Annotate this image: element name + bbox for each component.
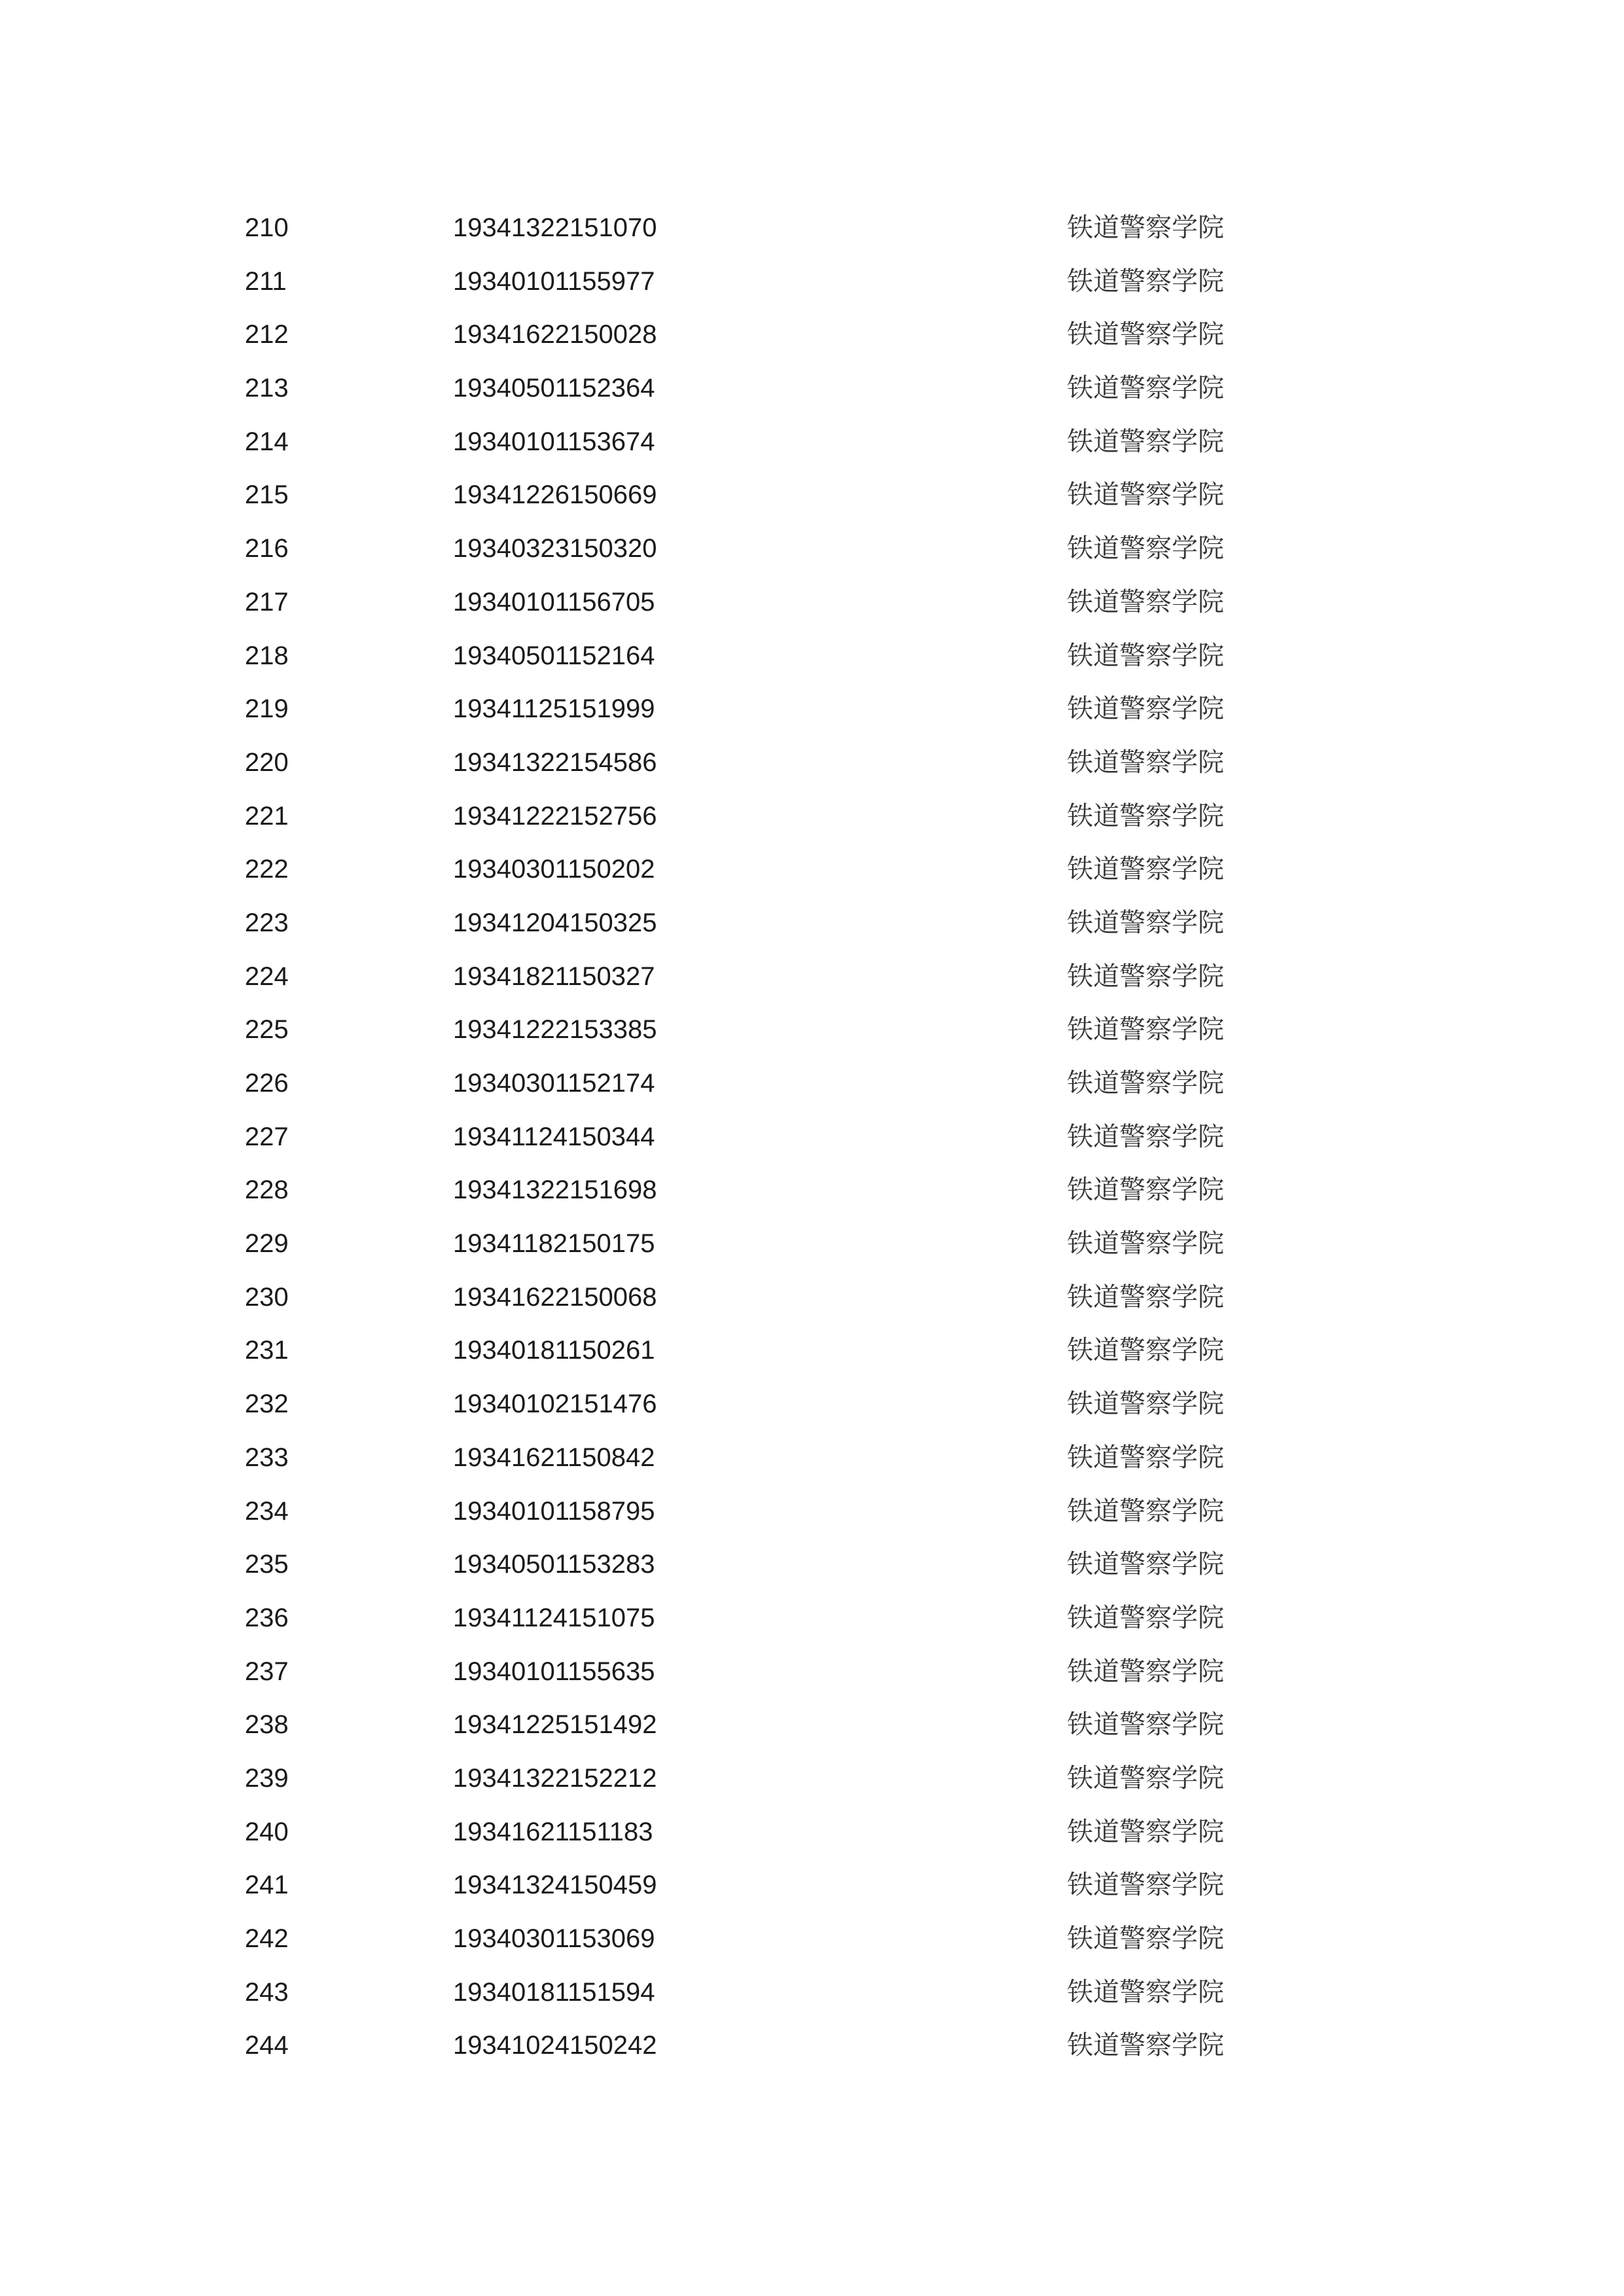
candidate-id: 19341222153385	[453, 1015, 657, 1045]
row-number: 214	[245, 427, 289, 456]
candidate-id: 19341225151492	[453, 1710, 657, 1740]
table-row	[0, 576, 1624, 630]
table-row	[0, 1752, 1624, 1806]
school-name: 铁道警察学院	[1067, 1870, 1224, 1901]
candidate-id: 19341322151070	[453, 213, 657, 242]
table-row	[0, 2019, 1624, 2073]
table-row	[0, 416, 1624, 469]
candidate-id: 19341622150028	[453, 320, 657, 350]
candidate-id: 19341124150344	[453, 1122, 655, 1151]
table-row	[0, 1324, 1624, 1378]
school-name: 铁道警察学院	[1067, 694, 1224, 725]
row-number: 223	[245, 908, 289, 937]
school-name: 铁道警察学院	[1067, 1068, 1224, 1098]
table-row	[0, 1806, 1624, 1859]
school-name: 铁道警察学院	[1067, 800, 1224, 831]
table-row	[0, 790, 1624, 844]
row-number: 213	[245, 374, 289, 403]
candidate-id: 19340323150320	[453, 534, 657, 564]
school-name: 铁道警察学院	[1067, 1389, 1224, 1420]
candidate-id: 19341125151999	[453, 694, 655, 724]
table-row	[0, 897, 1624, 950]
school-name: 铁道警察学院	[1067, 1282, 1224, 1312]
candidate-id: 19340101155977	[453, 266, 655, 296]
table-row	[0, 1859, 1624, 1912]
table-row	[0, 1111, 1624, 1164]
row-number: 224	[245, 961, 289, 991]
row-number: 210	[245, 213, 289, 242]
row-number: 230	[245, 1282, 289, 1312]
table-row	[0, 1217, 1624, 1271]
candidate-id: 19340101156705	[453, 587, 655, 617]
candidate-id: 19341621150842	[453, 1443, 655, 1472]
school-name: 铁道警察学院	[1067, 1121, 1224, 1152]
row-number: 211	[245, 266, 287, 296]
table-row	[0, 1538, 1624, 1592]
candidate-id: 19341222152756	[453, 801, 657, 831]
school-name: 铁道警察学院	[1067, 1816, 1224, 1847]
row-number: 215	[245, 480, 289, 510]
candidate-id: 19340101158795	[453, 1496, 655, 1526]
row-number: 219	[245, 694, 289, 724]
school-name: 铁道警察学院	[1067, 586, 1224, 617]
row-number: 241	[245, 1871, 289, 1900]
school-name: 铁道警察学院	[1067, 266, 1224, 296]
row-number: 222	[245, 855, 289, 884]
candidate-id: 19341204150325	[453, 908, 657, 937]
school-name: 铁道警察学院	[1067, 1763, 1224, 1793]
row-number: 233	[245, 1443, 289, 1472]
candidate-id: 19341324150459	[453, 1871, 657, 1900]
school-name: 铁道警察学院	[1067, 533, 1224, 564]
row-number: 216	[245, 534, 289, 564]
school-name: 铁道警察学院	[1067, 854, 1224, 885]
row-number: 227	[245, 1122, 289, 1151]
table-row	[0, 469, 1624, 522]
row-number: 217	[245, 587, 289, 617]
candidate-id: 19341322152212	[453, 1763, 657, 1793]
candidate-id: 19340101153674	[453, 427, 655, 456]
school-name: 铁道警察学院	[1067, 1977, 1224, 2007]
candidate-id: 19340101155635	[453, 1657, 655, 1686]
row-number: 220	[245, 747, 289, 777]
row-number: 212	[245, 320, 289, 350]
school-name: 铁道警察学院	[1067, 319, 1224, 350]
table-row	[0, 308, 1624, 362]
row-number: 221	[245, 801, 289, 831]
table-row	[0, 1431, 1624, 1485]
table-row	[0, 1966, 1624, 2020]
table-row	[0, 1057, 1624, 1111]
candidate-id: 19340301152174	[453, 1069, 655, 1098]
candidate-id: 19340102151476	[453, 1390, 657, 1419]
table-row	[0, 843, 1624, 897]
row-number: 234	[245, 1496, 289, 1526]
row-number: 232	[245, 1390, 289, 1419]
row-number: 240	[245, 1817, 289, 1846]
table-row	[0, 362, 1624, 416]
row-number: 236	[245, 1603, 289, 1632]
candidate-id: 19340301150202	[453, 855, 655, 884]
table-row	[0, 683, 1624, 736]
row-number: 244	[245, 2031, 289, 2060]
school-name: 铁道警察学院	[1067, 1924, 1224, 1954]
candidate-id: 19340181151594	[453, 1977, 655, 2007]
table-row	[0, 522, 1624, 576]
candidate-id: 19341621151183	[453, 1817, 653, 1846]
school-name: 铁道警察学院	[1067, 1656, 1224, 1687]
school-name: 铁道警察学院	[1067, 480, 1224, 511]
admission-list-table	[0, 202, 1624, 2073]
school-name: 铁道警察学院	[1067, 1335, 1224, 1366]
row-number: 237	[245, 1657, 289, 1686]
candidate-id: 19340501152164	[453, 641, 655, 670]
school-name: 铁道警察学院	[1067, 747, 1224, 778]
candidate-id: 19341821150327	[453, 961, 655, 991]
school-name: 铁道警察学院	[1067, 640, 1224, 671]
table-row	[0, 1003, 1624, 1057]
school-name: 铁道警察学院	[1067, 961, 1224, 992]
candidate-id: 19341226150669	[453, 480, 657, 510]
row-number: 238	[245, 1710, 289, 1740]
table-row	[0, 1378, 1624, 1431]
candidate-id: 19341024150242	[453, 2031, 657, 2060]
school-name: 铁道警察学院	[1067, 1496, 1224, 1526]
row-number: 226	[245, 1069, 289, 1098]
table-row	[0, 950, 1624, 1004]
school-name: 铁道警察学院	[1067, 213, 1224, 243]
school-name: 铁道警察学院	[1067, 1602, 1224, 1633]
candidate-id: 19340181150261	[453, 1336, 655, 1365]
candidate-id: 19341322154586	[453, 747, 657, 777]
table-row	[0, 1271, 1624, 1325]
row-number: 231	[245, 1336, 289, 1365]
row-number: 229	[245, 1229, 289, 1259]
school-name: 铁道警察学院	[1067, 1442, 1224, 1473]
school-name: 铁道警察学院	[1067, 907, 1224, 938]
row-number: 228	[245, 1175, 289, 1205]
row-number: 235	[245, 1550, 289, 1579]
school-name: 铁道警察学院	[1067, 426, 1224, 457]
school-name: 铁道警察学院	[1067, 373, 1224, 404]
row-number: 239	[245, 1763, 289, 1793]
candidate-id: 19340501152364	[453, 374, 655, 403]
table-row	[0, 1912, 1624, 1966]
table-row	[0, 255, 1624, 309]
school-name: 铁道警察学院	[1067, 1014, 1224, 1045]
candidate-id: 19341322151698	[453, 1175, 657, 1205]
school-name: 铁道警察学院	[1067, 1710, 1224, 1740]
table-row	[0, 1485, 1624, 1539]
table-row	[0, 736, 1624, 790]
table-row	[0, 1645, 1624, 1699]
table-row	[0, 1164, 1624, 1217]
table-row	[0, 202, 1624, 255]
candidate-id: 19341622150068	[453, 1282, 657, 1312]
candidate-id: 19340301153069	[453, 1924, 655, 1953]
row-number: 243	[245, 1977, 289, 2007]
candidate-id: 19341124151075	[453, 1603, 655, 1632]
school-name: 铁道警察学院	[1067, 1549, 1224, 1580]
table-row	[0, 1698, 1624, 1752]
candidate-id: 19341182150175	[453, 1229, 655, 1259]
school-name: 铁道警察学院	[1067, 2030, 1224, 2061]
row-number: 242	[245, 1924, 289, 1953]
table-row	[0, 630, 1624, 683]
school-name: 铁道警察学院	[1067, 1175, 1224, 1206]
candidate-id: 19340501153283	[453, 1550, 655, 1579]
row-number: 218	[245, 641, 289, 670]
school-name: 铁道警察学院	[1067, 1229, 1224, 1259]
row-number: 225	[245, 1015, 289, 1045]
table-row	[0, 1592, 1624, 1645]
